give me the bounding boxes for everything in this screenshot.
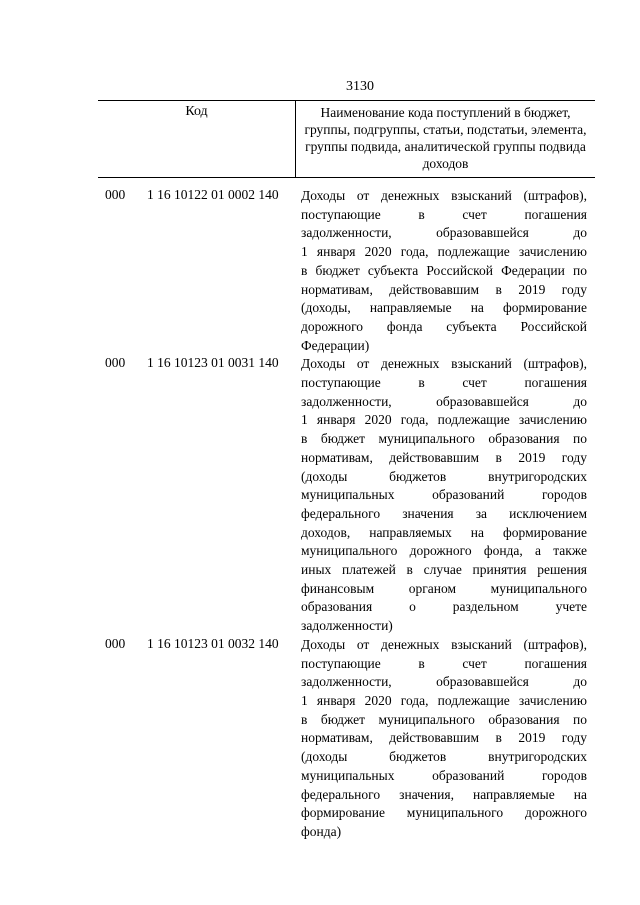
- description-line: (доходы бюджетов внутригородских: [301, 468, 587, 484]
- admin-code: 000: [105, 355, 126, 371]
- table-row: [0, 187, 640, 355]
- description-line: формирование муниципального дорожного: [301, 805, 587, 821]
- description-line: нормативам, действовавшим в 2019 году: [301, 449, 587, 465]
- table-header: [98, 100, 595, 178]
- income-description: [301, 636, 587, 842]
- description-line: в бюджет субъекта Российской Федерации по: [301, 262, 587, 278]
- description-line: 1 января 2020 года, подлежащие зачислению: [301, 412, 587, 428]
- table-row: [0, 355, 640, 636]
- description-line: федерального значения, направляемые на: [301, 786, 587, 802]
- description-line: поступающие в счет погашения: [301, 206, 587, 222]
- description-line: Доходы от денежных взысканий (штрафов),: [301, 188, 587, 203]
- description-line: нормативам, действовавшим в 2019 году: [301, 730, 587, 746]
- description-line: в бюджет муниципального образования по: [301, 431, 587, 447]
- description-line: задолженности): [301, 618, 393, 634]
- budget-code: 1 16 10123 01 0031 140: [147, 355, 279, 371]
- description-line: фонда): [301, 823, 342, 839]
- admin-code: 000: [105, 187, 126, 202]
- description-line: задолженности, образовавшейся до: [301, 393, 587, 409]
- description-line: в бюджет муниципального образования по: [301, 711, 587, 727]
- description-line: федерального значения за исключением: [301, 505, 587, 521]
- description-line: иных платежей в случае принятия решения: [301, 562, 587, 578]
- description-line: (доходы, направляемые на формирование: [301, 300, 587, 316]
- budget-code: 1 16 10123 01 0032 140: [147, 635, 279, 651]
- description-line: Доходы от денежных взысканий (штрафов),: [301, 356, 587, 372]
- description-line: финансовым органом муниципального: [301, 580, 587, 596]
- page-number: 3130: [346, 79, 374, 94]
- header-name-column: Наименование кода поступлений в бюджет, группы, подгруппы, статьи, подстатьи, элемента, группы подвида, аналитической группы подвида доходов: [304, 105, 587, 171]
- description-line: муниципальных образований городов: [301, 487, 587, 503]
- table-row: [0, 636, 640, 842]
- description-line: доходов, направляемых на формирование: [301, 524, 587, 540]
- description-line: поступающие в счет погашения: [301, 655, 587, 671]
- income-description: [301, 355, 587, 636]
- description-line: 1 января 2020 года, подлежащие зачислению: [301, 692, 587, 708]
- description-line: задолженности, образовавшейся до: [301, 674, 587, 690]
- description-line: образования о раздельном учете: [301, 599, 587, 615]
- description-line: дорожного фонда субъекта Российской: [301, 318, 587, 334]
- admin-code: 000: [105, 635, 126, 651]
- description-line: поступающие в счет погашения: [301, 375, 587, 391]
- income-description: [301, 187, 587, 355]
- description-line: задолженности, образовавшейся до: [301, 225, 587, 241]
- description-line: (доходы бюджетов внутригородских: [301, 749, 587, 765]
- description-line: 1 января 2020 года, подлежащие зачислению: [301, 244, 587, 260]
- description-line: Федерации): [301, 337, 370, 353]
- budget-code: 1 16 10122 01 0002 140: [147, 187, 279, 202]
- description-line: муниципального дорожного фонда, а также: [301, 543, 587, 559]
- description-line: Доходы от денежных взысканий (штрафов),: [301, 636, 587, 652]
- header-code-column: Код: [98, 101, 296, 177]
- description-line: нормативам, действовавшим в 2019 году: [301, 281, 587, 297]
- description-line: муниципальных образований городов: [301, 767, 587, 783]
- table-body: [0, 187, 640, 842]
